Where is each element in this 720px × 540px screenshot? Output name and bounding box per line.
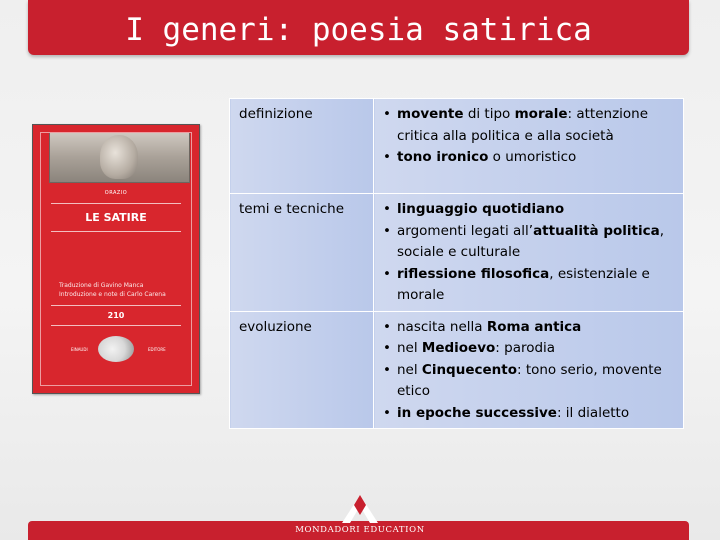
book-cover-frame: [40, 132, 192, 386]
text-span: argomenti legati all’: [397, 222, 534, 239]
bold-text: Roma antica: [486, 318, 582, 335]
bullet-list: [383, 199, 679, 307]
title-bar: [28, 0, 689, 55]
list-item: [383, 264, 679, 307]
list-item: [383, 403, 679, 425]
book-credit-line: Introduzione e note di Carlo Carena: [59, 291, 166, 298]
text-span: : parodia: [495, 340, 556, 356]
book-credit-line: Traduzione di Gavino Manca: [59, 282, 144, 289]
bold-text: linguaggio quotidiano: [397, 201, 565, 217]
text-span: nel: [397, 340, 422, 356]
bold-text: morale: [514, 106, 568, 122]
book-credits: [59, 281, 166, 299]
divider: [51, 325, 181, 326]
row-label: evoluzione: [230, 311, 374, 429]
list-item: [383, 199, 679, 221]
publisher-logo: [287, 495, 433, 540]
bold-text: Medioevo: [421, 340, 496, 356]
book-cover-image: [32, 124, 200, 394]
book-title: LE SATIRE: [85, 211, 147, 224]
bullet-list: [383, 104, 679, 169]
list-item: [383, 104, 679, 147]
bold-text: movente: [397, 106, 464, 122]
publisher-right: EDITORE: [148, 347, 166, 352]
slide-title: I generi: poesia satirica: [125, 12, 592, 48]
divider: [51, 203, 181, 204]
row-content: [374, 311, 684, 429]
publisher-left: EINAUDI: [71, 347, 88, 352]
table-row: [230, 311, 684, 429]
list-item: [383, 147, 679, 169]
bullet-list: [383, 317, 679, 425]
text-span: , sociale e culturale: [397, 222, 665, 260]
publisher-emblem-icon: [98, 336, 134, 362]
table-row: [230, 99, 684, 194]
list-item: [383, 338, 679, 360]
list-item: [383, 221, 679, 264]
text-span: o umoristico: [488, 149, 577, 165]
list-item: [383, 317, 679, 339]
row-label: definizione: [230, 99, 374, 194]
portrait-bust-image: [49, 133, 190, 183]
genre-table: [229, 98, 684, 429]
text-span: , esistenziale e morale: [397, 265, 650, 303]
bold-text: riflessione filosofica: [397, 265, 550, 282]
row-content: [374, 194, 684, 312]
table-row: [230, 194, 684, 312]
row-label: temi e tecniche: [230, 194, 374, 312]
bold-text: Cinquecento: [421, 361, 517, 378]
text-span: di tipo: [463, 106, 515, 122]
mondadori-a-logo-icon: [342, 495, 378, 523]
divider: [51, 231, 181, 232]
bold-text: in epoche successive: [397, 404, 557, 421]
bold-text: tono ironico: [397, 149, 489, 165]
brand-name: MONDADORI EDUCATION: [295, 525, 425, 535]
text-span: nel: [397, 361, 422, 378]
book-number: 210: [107, 311, 125, 320]
bold-text: attualità politica: [533, 222, 660, 239]
list-item: [383, 360, 679, 403]
text-span: nascita nella: [397, 318, 487, 335]
text-span: : il dialetto: [556, 404, 630, 421]
row-content: [374, 99, 684, 194]
text-span: : attenzione critica alla politica e alla società: [397, 106, 649, 144]
divider: [51, 305, 181, 306]
book-author: ORAZIO: [104, 190, 128, 196]
text-span: : tono serio, movente etico: [397, 361, 662, 399]
